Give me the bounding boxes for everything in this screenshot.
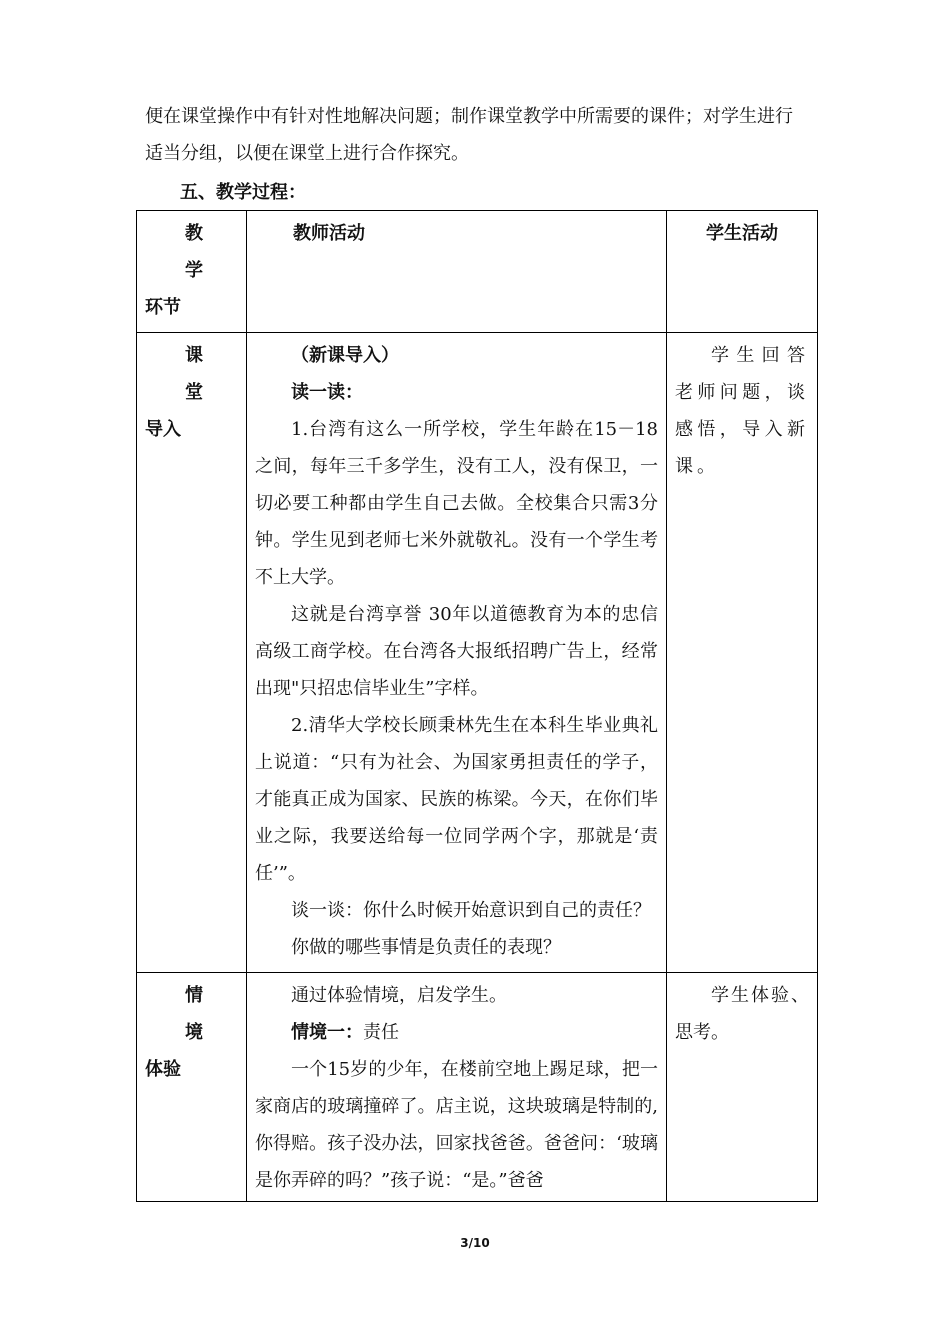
- stage-scenario-b: 体验: [145, 1059, 181, 1080]
- teacher-intro-p4: 谈一谈：你什么时候开始意识到自己的责任？: [291, 900, 651, 921]
- stage-cell-intro: [137, 333, 247, 973]
- student-intro: 学生回答老师问题，谈感悟，导入新课。: [675, 345, 809, 477]
- section-heading: 五、教学过程：: [180, 182, 306, 203]
- header-student: 学生活动: [706, 223, 778, 244]
- stage-intro-b: 导入: [145, 419, 181, 440]
- teacher-intro-p1: 1.台湾有这么一所学校，学生年龄在15－18之间，每年三千多学生，没有工人，没有保卫，一切必要工种都由学生自己去做。全校集合只需3分钟。学生见到老师七米外就敬礼。没有一个学生考不上大学。: [255, 419, 658, 588]
- stage-intro-a: 课 堂: [185, 345, 221, 403]
- header-stage-cell: [137, 211, 247, 333]
- student-scenario: 学生体验、思考。: [675, 985, 809, 1043]
- scenario-label-rest: 责任: [363, 1022, 399, 1043]
- intro-text: 便在课堂操作中有针对性地解决问题；制作课堂教学中所需要的课件；对学生进行适当分组，以便在课堂上进行合作探究。: [145, 106, 793, 164]
- scenario-label: 情境一：: [291, 1022, 363, 1043]
- header-stage-a: 教 学: [185, 223, 221, 281]
- header-stage-b: 环节: [145, 297, 181, 318]
- teaching-process-table: [136, 210, 818, 1202]
- header-student-cell: [667, 211, 818, 333]
- teacher-scenario-p1: 通过体验情境，启发学生。: [291, 985, 507, 1006]
- intro-paragraph: [145, 98, 810, 172]
- header-teacher-cell: [247, 211, 667, 333]
- teacher-intro-p2: 这就是台湾享誉 30年以道德教育为本的忠信高级工商学校。在台湾各大报纸招聘广告上，经常出现"只招忠信毕业生”字样。: [255, 604, 658, 699]
- teacher-intro-title: （新课导入）: [291, 345, 399, 366]
- teacher-intro-p3: 2.清华大学校长顾秉林先生在本科生毕业典礼上说道：“只有为社会、为国家勇担责任的学子，才能真正成为国家、民族的栋梁。今天，在你们毕业之际，我要送给每一位同学两个字，那就是‘责任’”。: [255, 715, 658, 884]
- teacher-scenario-label-line: [255, 1014, 658, 1051]
- table-header-row: [137, 211, 818, 333]
- header-teacher: 教师活动: [293, 223, 365, 244]
- teacher-intro-p5: 你做的哪些事情是负责任的表现？: [291, 937, 561, 958]
- stage-scenario-a: 情 境: [185, 985, 221, 1043]
- teacher-cell-intro: [247, 333, 667, 973]
- teacher-cell-scenario: [247, 973, 667, 1202]
- teacher-intro-read: 读一读：: [291, 382, 363, 403]
- stage-cell-scenario: [137, 973, 247, 1202]
- teacher-scenario-p2: 一个15岁的少年，在楼前空地上踢足球，把一家商店的玻璃撞碎了。店主说，这块玻璃是特制的,你得赔。孩子没办法，回家找爸爸。爸爸问：‘玻璃是你弄碎的吗？”孩子说：“是。”爸爸: [255, 1059, 658, 1191]
- student-cell-intro: [667, 333, 818, 973]
- table-row: [137, 333, 818, 973]
- page-number: 3/10: [460, 1236, 490, 1250]
- table-row: [137, 973, 818, 1202]
- student-cell-scenario: [667, 973, 818, 1202]
